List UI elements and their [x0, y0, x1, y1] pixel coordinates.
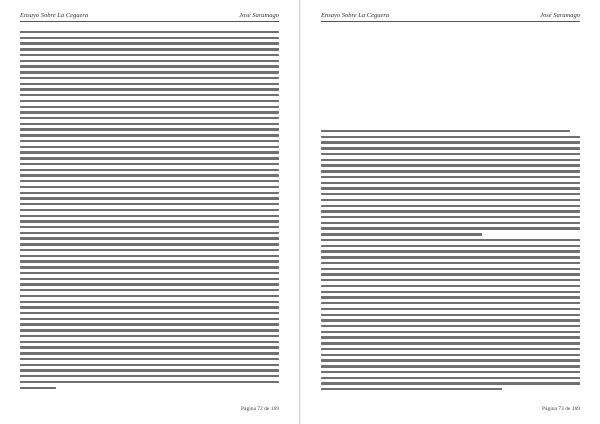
text-line: [321, 291, 580, 293]
text-line: [20, 387, 56, 389]
text-line: [20, 146, 279, 148]
text-line: [321, 170, 580, 172]
text-line: [20, 117, 279, 119]
body-text-right: [321, 130, 580, 394]
text-line: [321, 193, 580, 195]
text-line: [20, 42, 279, 44]
book-title: Ensayo Sobre La Ceguera: [321, 12, 390, 19]
text-line: [20, 341, 279, 343]
text-line: [20, 83, 279, 85]
text-line: [20, 312, 279, 314]
text-line: [20, 140, 279, 142]
text-line: [321, 130, 570, 132]
text-line: [321, 250, 580, 252]
text-line: [321, 348, 580, 350]
text-line: [20, 163, 279, 165]
book-author: José Saramago: [239, 12, 279, 19]
text-line: [20, 249, 279, 251]
text-line: [321, 233, 482, 235]
text-line: [321, 377, 580, 379]
text-line: [20, 157, 279, 159]
text-line: [20, 358, 279, 360]
text-line: [20, 209, 279, 211]
text-line: [20, 186, 279, 188]
page-number-left: Página 72 de 169: [240, 406, 279, 412]
text-line: [20, 220, 279, 222]
text-line: [321, 164, 580, 166]
text-line: [20, 289, 279, 291]
text-line: [321, 141, 580, 143]
text-line: [321, 285, 580, 287]
text-line: [321, 147, 580, 149]
text-line: [20, 94, 279, 96]
text-line: [20, 318, 279, 320]
text-line: [321, 176, 580, 178]
text-line: [20, 255, 279, 257]
text-line: [321, 136, 580, 138]
text-line: [321, 273, 580, 275]
text-line: [321, 205, 580, 207]
text-line: [321, 302, 580, 304]
book-title: Ensayo Sobre La Ceguera: [20, 12, 89, 19]
text-line: [20, 123, 279, 125]
text-line: [321, 222, 580, 224]
text-line: [20, 48, 279, 50]
text-line: [20, 260, 279, 262]
text-line: [321, 365, 580, 367]
text-line: [321, 354, 580, 356]
page-right: [300, 0, 600, 424]
text-line: [20, 226, 279, 228]
page-number-right: Página 73 de 169: [541, 406, 580, 412]
text-line: [321, 262, 580, 264]
body-text-left: [20, 31, 279, 392]
text-line: [321, 359, 580, 361]
text-line: [321, 279, 580, 281]
text-line: [20, 329, 279, 331]
text-line: [20, 100, 279, 102]
text-line: [20, 375, 279, 377]
text-line: [20, 106, 279, 108]
text-line: [20, 272, 279, 274]
text-line: [321, 216, 580, 218]
running-header-right: [321, 8, 580, 22]
text-line: [321, 336, 580, 338]
text-line: [20, 134, 279, 136]
text-line: [20, 77, 279, 79]
text-line: [321, 159, 580, 161]
text-line: [321, 382, 580, 384]
text-line: [321, 239, 580, 241]
text-line: [20, 169, 279, 171]
text-line: [20, 54, 279, 56]
text-line: [20, 283, 279, 285]
text-line: [321, 314, 580, 316]
text-line: [20, 31, 279, 33]
text-line: [20, 243, 279, 245]
text-line: [20, 151, 279, 153]
text-line: [321, 199, 580, 201]
running-header-left: [20, 8, 279, 22]
text-line: [20, 180, 279, 182]
text-line: [321, 210, 580, 212]
text-line: [20, 266, 279, 268]
text-line: [20, 88, 279, 90]
text-line: [20, 364, 279, 366]
text-line: [20, 192, 279, 194]
text-line: [20, 65, 279, 67]
text-line: [20, 203, 279, 205]
text-line: [321, 153, 580, 155]
text-line: [321, 296, 580, 298]
text-line: [321, 308, 580, 310]
text-line: [20, 60, 279, 62]
text-line: [321, 325, 580, 327]
text-line: [321, 245, 580, 247]
text-line: [321, 187, 580, 189]
text-line: [20, 301, 279, 303]
text-line: [20, 306, 279, 308]
text-line: [20, 346, 279, 348]
text-line: [20, 323, 279, 325]
text-line: [321, 227, 580, 229]
text-line: [20, 295, 279, 297]
text-line: [20, 71, 279, 73]
text-line: [20, 215, 279, 217]
text-line: [20, 352, 279, 354]
text-line: [321, 342, 580, 344]
text-line: [20, 174, 279, 176]
text-line: [20, 232, 279, 234]
text-line: [20, 197, 279, 199]
text-line: [321, 319, 580, 321]
text-line: [20, 335, 279, 337]
text-line: [20, 111, 279, 113]
text-line: [20, 237, 279, 239]
text-line: [321, 268, 580, 270]
text-line: [321, 182, 580, 184]
text-line: [20, 37, 279, 39]
text-line: [20, 369, 279, 371]
text-line: [321, 388, 502, 390]
text-line: [20, 128, 279, 130]
text-line: [20, 278, 279, 280]
text-line: [321, 371, 580, 373]
text-line: [321, 256, 580, 258]
text-line: [20, 381, 279, 383]
text-line: [321, 331, 580, 333]
book-author: José Saramago: [540, 12, 580, 19]
